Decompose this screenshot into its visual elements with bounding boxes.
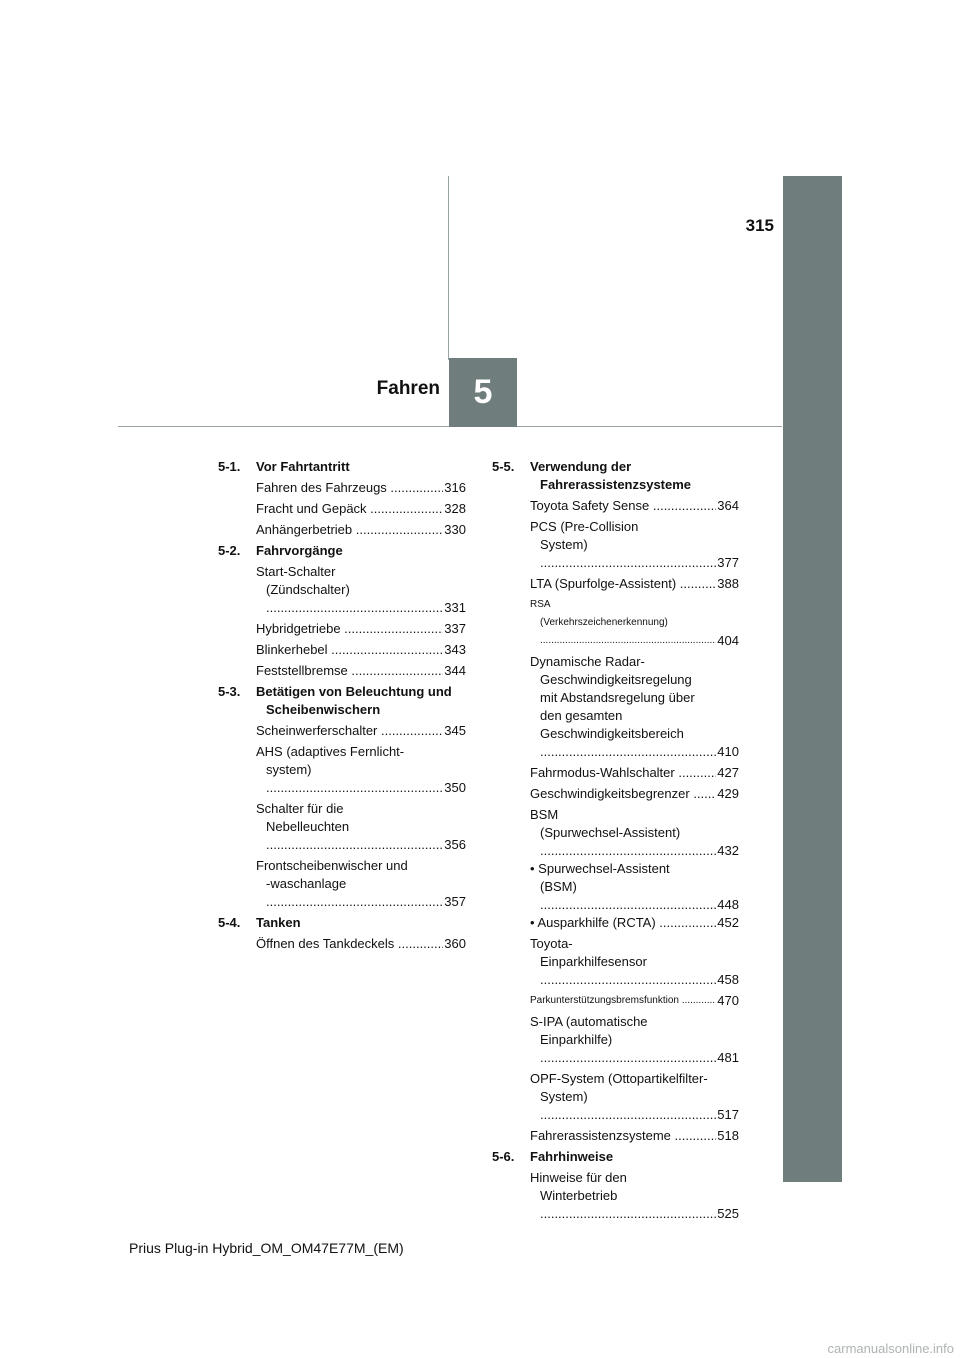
toc-page-ref: 316 (444, 480, 466, 495)
toc-right-column (492, 458, 739, 1226)
section-title: Tanken (256, 915, 301, 930)
toc-entry[interactable]: Fahren des Fahrzeugs ..... 316 (256, 479, 466, 497)
chapter-number-box (449, 358, 517, 427)
chapter-title: Fahren (376, 378, 440, 399)
toc-entry[interactable]: Blinkerhebel ..... 343 (256, 641, 466, 659)
section-number: 5-3. (218, 684, 241, 699)
section-heading (492, 458, 739, 494)
section-heading (218, 683, 466, 719)
toc-entry[interactable]: Toyota Safety Sense ..... 364 (530, 497, 739, 515)
toc-page-ref: 404 (717, 633, 739, 648)
section-heading (492, 1148, 739, 1166)
toc-entry[interactable]: AHS (adaptives Fernlicht- system) ..... 350 (256, 743, 466, 797)
toc-entry[interactable]: Schalter für die Nebelleuchten ..... 356 (256, 800, 466, 854)
toc-entry[interactable]: RSA (Verkehrszeichenerkennung) ..... 404 (530, 596, 739, 650)
section-title: Fahrhinweise (530, 1149, 614, 1164)
toc-page-ref: 481 (717, 1050, 739, 1065)
toc-page-ref: 377 (717, 555, 739, 570)
toc-page-ref: 452 (717, 915, 739, 930)
toc-section-5-6 (492, 1148, 739, 1223)
toc-entry[interactable]: Start-Schalter (Zündschalter) ..... 331 (256, 563, 466, 617)
section-title: Betätigen von Beleuchtung und Scheibenwischern (256, 684, 452, 717)
toc-page-ref: 429 (717, 786, 739, 801)
section-title: Verwendung der Fahrerassistenzsysteme (530, 459, 692, 492)
toc-page-ref: 518 (717, 1128, 739, 1143)
toc-left-column (218, 458, 466, 956)
toc-entry[interactable]: Öffnen des Tankdeckels ..... 360 (256, 935, 466, 953)
toc-page-ref: 337 (444, 621, 466, 636)
section-number: 5-4. (218, 915, 241, 930)
toc-page-ref: 364 (717, 498, 739, 513)
section-heading (218, 542, 466, 560)
toc-page-ref: 432 (717, 843, 739, 858)
toc-entry[interactable]: S-IPA (automatische Einparkhilfe) ..... 481 (530, 1013, 739, 1067)
toc-page-ref: 356 (444, 837, 466, 852)
document-footer: Prius Plug-in Hybrid_OM_OM47E77M_(EM) (129, 1240, 404, 1256)
toc-section-5-5 (492, 458, 739, 1145)
chapter-number: 5 (473, 373, 493, 411)
chapter-side-band (783, 176, 842, 1182)
toc-page-ref: 470 (717, 993, 739, 1008)
toc-entry[interactable]: PCS (Pre-Collision System) ..... 377 (530, 518, 739, 572)
toc-entry[interactable]: Toyota- Einparkhilfesensor ..... 458 (530, 935, 739, 989)
toc-entry[interactable]: • Ausparkhilfe (RCTA) ..... 452 (530, 914, 739, 932)
toc-page-ref: 410 (717, 744, 739, 759)
toc-entry[interactable]: Fracht und Gepäck ..... 328 (256, 500, 466, 518)
toc-entry[interactable]: Parkunterstützungsbremsfunktion ..... 470 (530, 992, 739, 1010)
toc-page-ref: 344 (444, 663, 466, 678)
toc-entry[interactable]: Feststellbremse ..... 344 (256, 662, 466, 680)
section-number: 5-2. (218, 543, 241, 558)
toc-entry[interactable]: Dynamische Radar- Geschwindigkeitsregelung mit Abstandsregelung über den gesamten Geschwindigkeitsbereich ..... 410 (530, 653, 739, 761)
toc-entry[interactable]: Frontscheibenwischer und -waschanlage ..... 357 (256, 857, 466, 911)
section-heading (218, 458, 466, 476)
section-title: Vor Fahrtantritt (256, 459, 350, 474)
section-title: Fahrvorgänge (256, 543, 343, 558)
section-number: 5-1. (218, 459, 241, 474)
toc-page-ref: 330 (444, 522, 466, 537)
section-number: 5-5. (492, 459, 515, 474)
toc-section-5-3 (218, 683, 466, 911)
toc-section-5-2 (218, 542, 466, 680)
toc-page-ref: 331 (444, 600, 466, 615)
toc-page-ref: 427 (717, 765, 739, 780)
toc-section-5-4 (218, 914, 466, 953)
toc-page-ref: 525 (717, 1206, 739, 1221)
toc-entry[interactable]: Geschwindigkeitsbegrenzer ..... 429 (530, 785, 739, 803)
toc-entry[interactable]: Scheinwerferschalter ..... 345 (256, 722, 466, 740)
toc-page-ref: 328 (444, 501, 466, 516)
toc-page-ref: 343 (444, 642, 466, 657)
toc-section-5-1 (218, 458, 466, 539)
page-number: 315 (745, 216, 774, 235)
toc-entry[interactable]: • Spurwechsel-Assistent (BSM) ..... 448 (530, 860, 739, 914)
toc-entry[interactable]: OPF-System (Ottopartikelfilter- System) ..... 517 (530, 1070, 739, 1124)
toc-entry[interactable]: Hybridgetriebe ..... 337 (256, 620, 466, 638)
toc-page-ref: 458 (717, 972, 739, 987)
toc-entry[interactable]: Hinweise für den Winterbetrieb ..... 525 (530, 1169, 739, 1223)
toc-page-ref: 360 (444, 936, 466, 951)
toc-page-ref: 388 (717, 576, 739, 591)
toc-entry[interactable]: BSM (Spurwechsel-Assistent) ..... 432 (530, 806, 739, 860)
toc-entry[interactable]: Anhängerbetrieb ..... 330 (256, 521, 466, 539)
toc-entry[interactable]: LTA (Spurfolge-Assistent) ..... 388 (530, 575, 739, 593)
toc-entry[interactable]: Fahrmodus-Wahlschalter ..... 427 (530, 764, 739, 782)
toc-page-ref: 357 (444, 894, 466, 909)
watermark: carmanualsonline.info (827, 1341, 954, 1356)
toc-entry[interactable]: Fahrerassistenzsysteme ..... 518 (530, 1127, 739, 1145)
toc-page-ref: 345 (444, 723, 466, 738)
toc-page-ref: 350 (444, 780, 466, 795)
toc-page-ref: 517 (717, 1107, 739, 1122)
vertical-rule (448, 176, 449, 360)
section-number: 5-6. (492, 1149, 515, 1164)
toc-page-ref: 448 (717, 897, 739, 912)
section-heading (218, 914, 466, 932)
